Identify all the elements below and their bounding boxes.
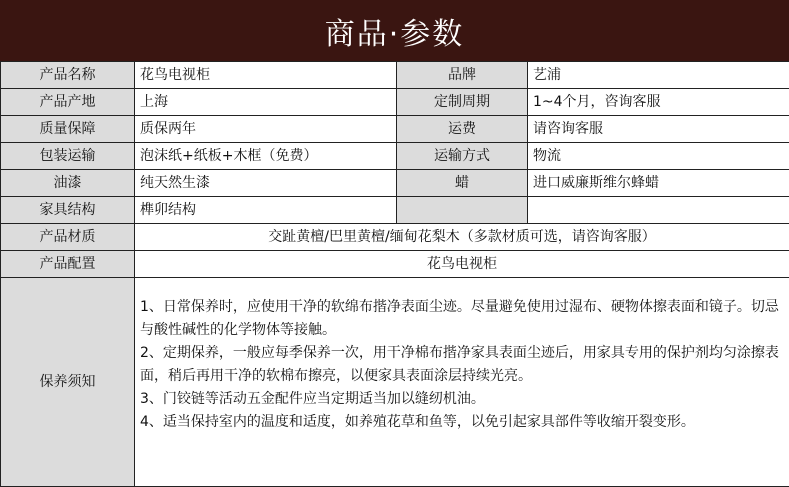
care-row xyxy=(1,278,789,487)
row-value: 进口威廉斯维尔蜂蜡 xyxy=(528,170,789,197)
row-label: 蜡 xyxy=(397,170,528,197)
care-label: 保养须知 xyxy=(1,278,135,487)
material-row xyxy=(1,224,789,251)
material-label: 产品材质 xyxy=(1,224,135,251)
row-label: 产品名称 xyxy=(1,62,135,89)
row-value: 泡沫纸+纸板+木框（免费） xyxy=(135,143,397,170)
row-label xyxy=(397,197,528,224)
row-value: 上海 xyxy=(135,89,397,116)
row-value xyxy=(528,197,789,224)
header-banner xyxy=(0,0,789,61)
row-value: 纯天然生漆 xyxy=(135,170,397,197)
row-label: 定制周期 xyxy=(397,89,528,116)
row-value: 质保两年 xyxy=(135,116,397,143)
care-item: 3、门铰链等活动五金配件应当定期适当加以缝纫机油。 xyxy=(140,388,783,411)
table-row xyxy=(1,89,789,116)
table-row xyxy=(1,62,789,89)
row-value: 请咨询客服 xyxy=(528,116,789,143)
table-row xyxy=(1,116,789,143)
page-title: 商品·参数 xyxy=(325,9,465,53)
row-label: 运费 xyxy=(397,116,528,143)
row-label: 质量保障 xyxy=(1,116,135,143)
row-label: 家具结构 xyxy=(1,197,135,224)
row-value: 花鸟电视柜 xyxy=(135,62,397,89)
table-row xyxy=(1,170,789,197)
row-label: 品牌 xyxy=(397,62,528,89)
care-notes xyxy=(135,278,789,487)
table-row xyxy=(1,143,789,170)
table-row xyxy=(1,197,789,224)
row-value: 物流 xyxy=(528,143,789,170)
row-value: 1~4个月，咨询客服 xyxy=(528,89,789,116)
row-label: 产品产地 xyxy=(1,89,135,116)
config-label: 产品配置 xyxy=(1,251,135,278)
row-label: 油漆 xyxy=(1,170,135,197)
care-item: 2、定期保养，一般应每季保养一次，用干净棉布揩净家具表面尘迹后，用家具专用的保护剂均匀涂擦表面，稍后再用干净的软棉布擦亮，以便家具表面涂层持续光亮。 xyxy=(140,342,783,388)
spec-table xyxy=(0,61,789,487)
row-value: 榫卯结构 xyxy=(135,197,397,224)
care-item: 1、日常保养时，应使用干净的软绵布揩净表面尘迹。尽量避免使用过湿布、硬物体擦表面和镜子。切忌与酸性碱性的化学物体等接触。 xyxy=(140,296,783,342)
row-label: 运输方式 xyxy=(397,143,528,170)
row-value: 艺浦 xyxy=(528,62,789,89)
care-item: 4、适当保持室内的温度和适度，如养殖花草和鱼等，以免引起家具部件等收缩开裂变形。 xyxy=(140,411,783,434)
config-value: 花鸟电视柜 xyxy=(135,251,789,278)
row-label: 包装运输 xyxy=(1,143,135,170)
material-value: 交趾黄檀/巴里黄檀/缅甸花梨木（多款材质可选，请咨询客服） xyxy=(135,224,789,251)
config-row xyxy=(1,251,789,278)
